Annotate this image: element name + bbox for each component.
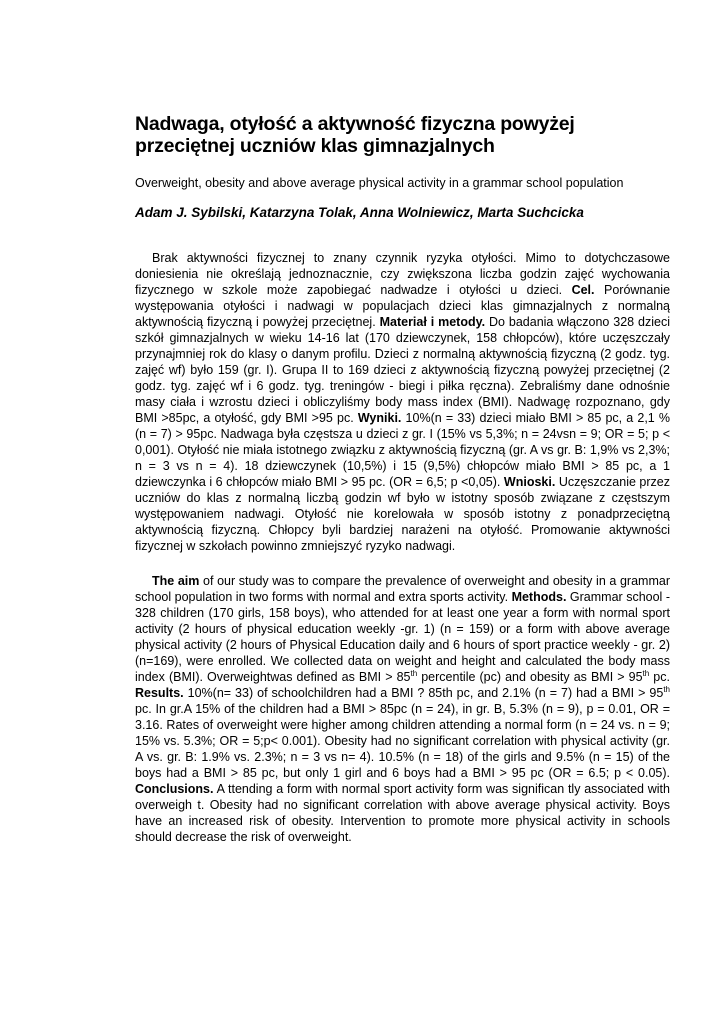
paper-title: Nadwaga, otyłość a aktywność fizyczna powyżej przeciętnej uczniów klas gimnazjalnych <box>135 113 575 157</box>
abstract-pl-results-label: Wyniki. <box>357 411 402 425</box>
english-subtitle: Overweight, obesity and above average physical activity in a grammar school population <box>135 176 624 190</box>
abstract-en-conclusions: A ttending a form with normal sport activity form was significan tly associated with overweigh t. Obesity had no significant correlation with above average physical activity. Boys have an increased risk of obesity. Intervention to promote more physical activity in schools should decrease the risk of overweight. <box>135 782 670 844</box>
abstract-en-methods-part1: Grammar school - 328 children (170 girls, 158 boys), who attended for at least one year a form with normal sport activity (2 hours of physical education weekly -gr. 1) (n = 159) or a form with above average physical activity (2 hours of Physical Education daily and 6 hours of sport practice weekly - gr. 2)(n=169), were enrolled. We collected data on weight and height and calculated the body mass index (BMI). Overweightwas defined as BMI > 85 <box>135 590 670 684</box>
abstract-en-aim-label: The aim <box>152 574 200 588</box>
abstract-en-results-label: Results. <box>135 686 184 700</box>
superscript-th: th <box>663 684 670 694</box>
abstract-pl-results: 10%(n = 33) dzieci miało BMI > 85 pc, a 2,1 % (n = 7) > 95pc. Nadwaga była częstsza u dzieci z gr. I (15% vs 5,3%; n = 24vsn = 9; OR = 5; p < 0,001). Otyłość nie miała istotnego związku z aktywnością fizyczną (gr. A vs gr. B: 1,9% vs 2,3%; n = 3 vs n = 4). 18 dziewczynek (10,5%) i 15 (9,5%) chłopców miało BMI > 85 pc, a 1 dziewczynka i 6 chłopców miało BMI > 95 pc. (OR = 6,5; p <0,05). <box>135 411 671 489</box>
abstract-pl-intro: Brak aktywności fizycznej to znany czynnik ryzyka otyłości. Mimo to dotychczasowe doniesienia nie określają jednoznacznie, czy zwiększona liczba godzin zajęć wychowania fizycznego w szkole może zapobiegać nadwadze i otyłości u dzieci. <box>135 251 670 297</box>
abstract-en-methods-part3: pc. <box>653 670 670 684</box>
abstract-pl-aim: Porównanie występowania otyłości i nadwagi w populacjach dzieci klas gimnazjalnych z normalną aktywnością fizyczną i powyżej przeciętnej. <box>135 283 671 329</box>
abstract-pl-aim-label: Cel. <box>571 283 595 297</box>
abstract-pl-methods-label: Materiał i metody. <box>379 315 486 329</box>
abstract-en-methods-label: Methods. <box>511 590 567 604</box>
abstract-en-aim: of our study was to compare the prevalence of overweight and obesity in a grammar school population in two forms with normal and extra sports activity. <box>135 574 670 604</box>
abstract-en-conclusions-label: Conclusions. <box>135 782 214 796</box>
abstract-english <box>135 573 670 845</box>
abstract-en-methods-part2: percentile (pc) and obesity as BMI > 95 <box>421 670 643 684</box>
abstract-en-results-part2: pc. In gr.A 15% of the children had a BMI > 85pc (n = 24), in gr. B, 5.3% (n = 9), p = 0.01, OR = 3.16. Rates of overweight were higher among children attending a normal form (n = 24 vs. n = 9; 15% vs. 5.3%; OR = 5;p< 0.001). Obesity had no significant correlation with physical activity (gr. A vs. gr. B: 1.9% vs. 2.3%; n = 3 vs n= 4). 10.5% (n = 18) of the girls and 9.5% (n = 15) of the boys had a BMI > 85 pc, but only 1 girl and 6 boys had a BMI > 95 pc (OR = 6.5; p < 0.05). <box>135 702 670 780</box>
paper-page <box>135 113 670 845</box>
abstract-pl-methods: Do badania włączono 328 dzieci szkół gimnazjalnych w wieku 14-16 lat (170 dziewczynek, 158 chłopców), które uczęszczały przynajmniej rok do klasy o danym profilu. Dzieci z normalną aktywnością fizyczną (2 godz. tyg. zajęć wf) było 159 (gr. I). Grupa II to 169 dzieci z aktywnością fizyczną powyżej przeciętnej (2 godz. tyg. zajęć wf i 6 godz. tyg. treningów - biegi i piłka ręczna). Zebraliśmy dane odnośnie masy ciała i wzrostu dzieci i obliczyliśmy body mass index (BMI). Nadwagę rozpoznano, gdy BMI >85pc, a otyłość, gdy BMI >95 pc. <box>135 315 670 425</box>
abstract-en-results-part1: 10%(n= 33) of schoolchildren had a BMI ? 85th pc, and 2.1% (n = 7) had a BMI > 95 <box>187 686 664 700</box>
abstract-polish <box>135 250 670 554</box>
superscript-th: th <box>642 668 650 678</box>
superscript-th: th <box>410 668 418 678</box>
abstract-pl-conclusions-label: Wnioski. <box>503 475 556 489</box>
abstract-pl-conclusions: Uczęszczanie przez uczniów do klas z normalną liczbą godzin wf było w istotny sposób związane z częstszym występowaniem nadwagi. Otyłość nie korelowała w sposób istotny z ponadprzeciętną aktywnością fizyczną. Chłopcy byli bardziej narażeni na otyłość. Promowanie aktywności fizycznej w szkołach powinno zmniejszyć ryzyko nadwagi. <box>135 475 670 553</box>
author-list: Adam J. Sybilski, Katarzyna Tolak, Anna Wolniewicz, Marta Suchcicka <box>135 205 584 220</box>
